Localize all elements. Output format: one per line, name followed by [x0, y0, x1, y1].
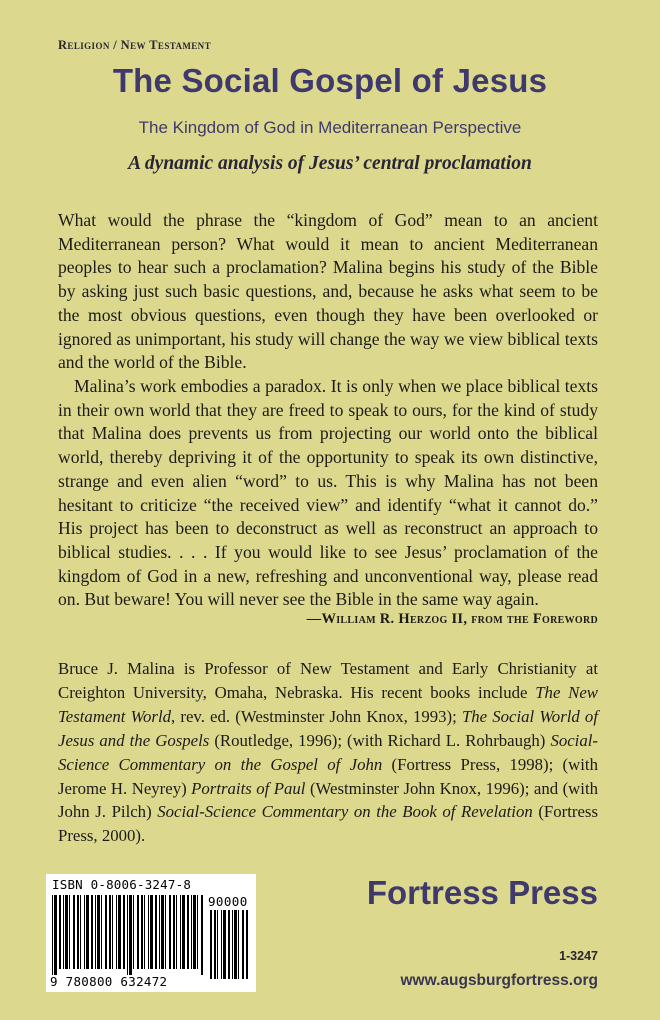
bio-text: (Westminster John Knox, 1996); and (with John J. Pilch) — [58, 778, 598, 822]
barcode-bar — [116, 895, 117, 969]
barcode-bar — [221, 910, 222, 979]
bio-text: , rev. ed. (Westminster John Knox, 1993); — [171, 706, 462, 726]
barcode-bar — [91, 895, 93, 969]
ean-digits: 9 780800 632472 — [50, 974, 168, 989]
blurb-text-1: What would the phrase the “kingdom of God” mean to an ancient Mediterranean person? What would it mean to ancient Mediterranean peoples to hear such a proclamation? Malina begins his study of the Bible by asking just such basic questions, and, because he asks what seem to be the most obvious questions, even though they have been overlooked or ignored as unimportant, his study will change the way we view biblical texts and the world of the Bible. — [58, 210, 598, 373]
book-title: The Social Gospel of Jesus — [112, 62, 548, 99]
barcode-bar — [118, 895, 121, 969]
barcode-bar — [176, 895, 177, 969]
barcode-bar — [217, 910, 218, 979]
barcode-bar — [95, 895, 96, 969]
addon-barcode-bars — [208, 910, 252, 985]
barcode-bar — [173, 895, 175, 969]
isbn-label: ISBN 0-8006-3247-8 — [52, 877, 192, 892]
barcode-bar — [150, 895, 153, 969]
barcode-bar — [86, 895, 89, 969]
barcode-bar — [129, 895, 132, 975]
barcode-bar — [214, 910, 216, 979]
barcode-bar — [246, 910, 248, 979]
book-subtitle: The Kingdom of God in Mediterranean Perspective — [138, 118, 522, 137]
barcode-bar — [193, 895, 196, 969]
bio-text: Bruce J. Malina is Professor of New Testament and Early Christianity at Creighton University, Omaha, Nebraska. His recent books include — [58, 659, 598, 702]
foreword-attribution: —William R. Herzog II, from the Foreword — [306, 611, 598, 627]
category-label: Religion / New Testament — [58, 38, 211, 52]
barcode-bar — [84, 895, 85, 969]
barcode-bar — [52, 895, 53, 975]
barcode-bar — [109, 895, 111, 969]
barcode-bar — [197, 895, 198, 969]
barcode-bar — [137, 895, 139, 969]
addon-digits: 90000 — [208, 894, 248, 909]
barcode-bar — [155, 895, 157, 969]
book-title-ref: Portraits of Paul — [191, 778, 306, 798]
barcode-bar — [201, 895, 203, 975]
ean-barcode-bars — [50, 895, 205, 975]
barcode-bar — [80, 895, 81, 969]
barcode-bar — [141, 895, 143, 969]
barcode-bar — [77, 895, 79, 969]
barcode-bar — [127, 895, 128, 975]
barcode-bar — [112, 895, 113, 969]
blurb-paragraph-1 — [58, 209, 598, 375]
book-title-ref: The New Testament World — [58, 682, 598, 726]
barcode-bar — [65, 895, 68, 969]
barcode-bar — [242, 910, 244, 979]
barcode-bar — [228, 910, 230, 979]
barcode-bar — [238, 910, 239, 979]
barcode-bar — [59, 895, 61, 969]
barcode-bar — [234, 910, 237, 979]
barcode-bar — [54, 895, 57, 975]
book-title-ref: Social-Science Commentary on the Gospel of John — [58, 730, 598, 774]
barcode-bar — [97, 895, 100, 969]
publisher-website: www.augsburgfortress.org — [400, 972, 598, 989]
bio-text: (Fortress Press, 1998); (with Jerome H. Neyrey) — [58, 754, 598, 798]
barcode — [46, 874, 256, 992]
barcode-bar — [148, 895, 149, 969]
bio-text: (Fortress Press, 2000). — [58, 802, 598, 846]
barcode-bar — [63, 895, 64, 969]
barcode-bar — [187, 895, 189, 969]
barcode-bar — [123, 895, 125, 969]
barcode-bar — [101, 895, 102, 969]
tagline: A dynamic analysis of Jesus’ central proclamation — [128, 153, 532, 174]
blurb-paragraph-2 — [58, 375, 598, 612]
barcode-bar — [73, 895, 75, 969]
bio-text: (Routledge, 1996); (with Richard L. Rohrbaugh) — [209, 730, 551, 750]
barcode-bar — [191, 895, 192, 969]
book-title-ref: Social-Science Commentary on the Book of Revelation — [157, 802, 533, 822]
author-bio — [58, 657, 598, 848]
barcode-bar — [159, 895, 160, 969]
barcode-bar — [180, 895, 181, 969]
barcode-bar — [144, 895, 145, 969]
publisher-name: Fortress Press — [366, 874, 598, 911]
barcode-bar — [161, 895, 164, 969]
barcode-bar — [69, 895, 70, 969]
barcode-bar — [223, 910, 226, 979]
stock-number: 1-3247 — [559, 949, 598, 963]
book-title-ref: The Social World of Jesus and the Gospels — [58, 706, 598, 750]
barcode-bar — [105, 895, 107, 969]
barcode-bar — [232, 910, 233, 979]
barcode-bar — [182, 895, 185, 969]
barcode-bar — [210, 910, 212, 979]
barcode-bar — [165, 895, 166, 969]
blurb-text-2: Malina’s work embodies a paradox. It is only when we place biblical texts in their own world that they are freed to speak to ours, for the kind of study that Malina does prevents us from projecting our world onto the biblical world, thereby depriving it of the opportunity to speak its own distinctive, strange and even alien “word” to us. This is why Malina has not been hesitant to criticize “the received view” and identify “what it cannot do.” His project has been to deconstruct as well as reconstruct an approach to biblical studies. . . . If you would like to see Jesus’ proclamation of the kingdom of God in a new, refreshing and unconventional way, please read on. But beware! You will never see the Bible in the same way again. — [58, 376, 598, 610]
barcode-bar — [133, 895, 134, 969]
barcode-bar — [169, 895, 171, 969]
